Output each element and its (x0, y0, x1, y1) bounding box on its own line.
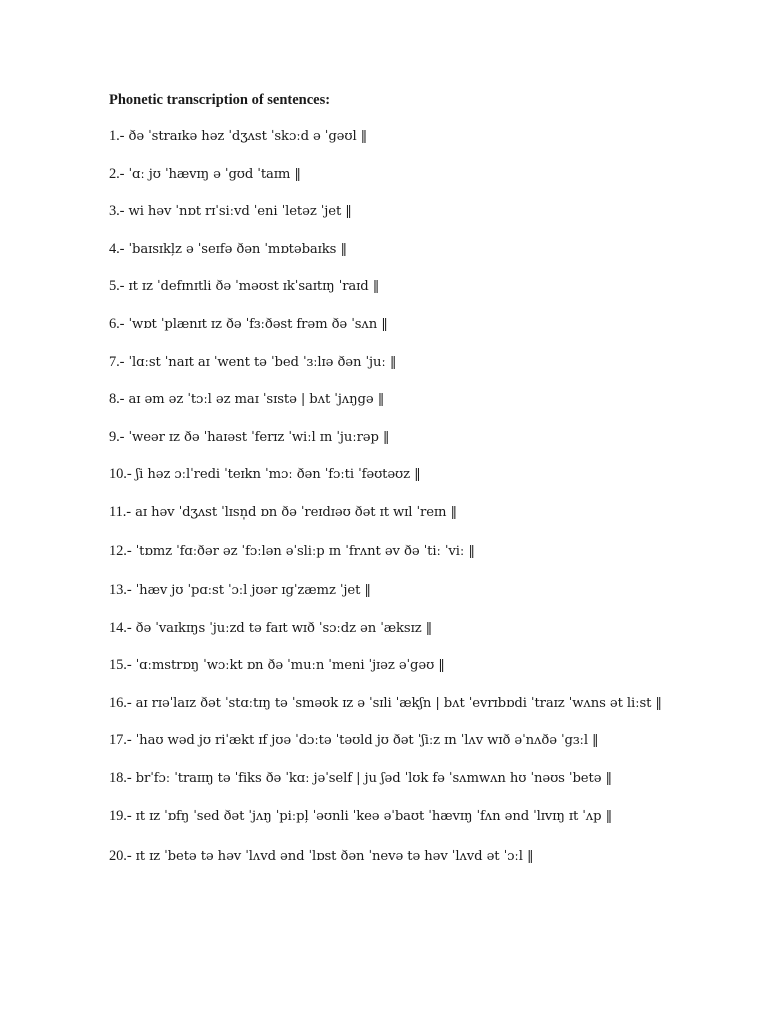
sentence-transcription: ˈlɑːst ˈnaɪt aɪ ˈwent tə ˈbed ˈɜːlɪə ðən ˈjuː ‖ (128, 355, 397, 370)
sentence-9 (109, 429, 389, 446)
sentence-number: 19.- (109, 808, 132, 824)
sentence-18 (109, 770, 612, 787)
sentence-number: 17.- (109, 732, 132, 748)
sentence-transcription: ˈhæv jʊ ˈpɑːst ˈɔːl jʊər ɪgˈzæmz ˈjet ‖ (135, 583, 371, 598)
sentence-transcription: ɪt ɪz ˈɒfŋ ˈsed ðət ˈjʌŋ ˈpiːpļ ˈəʊnli ˈkeə əˈbaʊt ˈhævɪŋ ˈfʌn ənd ˈlɪvɪŋ ɪt ˈʌp ‖ (135, 809, 613, 824)
sentence-14 (109, 620, 432, 637)
sentence-11 (109, 504, 457, 521)
sentence-number: 2.- (109, 166, 125, 182)
sentence-transcription: ðə ˈstraɪkə həz ˈdʒʌst ˈskɔːd ə ˈgəʊl ‖ (128, 129, 368, 144)
sentence-transcription: ˈtɒmz ˈfɑːðər əz ˈfɔːlən əˈsliːp ɪn ˈfrʌnt əv ðə ˈtiː ˈviː ‖ (135, 544, 475, 559)
sentence-transcription: ˈɑːmstrɒŋ ˈwɔːkt ɒn ðə ˈmuːn ˈmeni ˈjɪəz əˈgəʊ ‖ (135, 658, 445, 673)
sentence-number: 20.- (109, 848, 132, 864)
sentence-5 (109, 278, 379, 295)
sentence-number: 3.- (109, 203, 125, 219)
sentence-transcription: ɪt ɪz ˈdefɪnɪtli ðə ˈməʊst ɪkˈsaɪtɪŋ ˈraɪd ‖ (128, 279, 380, 294)
sentence-transcription: ðə ˈvaɪkɪŋs ˈjuːzd tə faɪt wɪð ˈsɔːdz ən ˈæksɪz ‖ (135, 621, 433, 636)
sentence-transcription: ˈweər ɪz ðə ˈhaɪəst ˈferɪz ˈwiːl ɪn ˈjuːrəp ‖ (128, 430, 390, 445)
sentence-15 (109, 657, 445, 674)
sentence-transcription: aɪ həv ˈdʒʌst ˈlɪsn̩d ɒn ðə ˈreɪdɪəʊ ðət ɪt wɪl ˈreɪn ‖ (135, 505, 458, 520)
sentence-transcription: ˈwɒt ˈplænɪt ɪz ðə ˈfɜːðəst frəm ðə ˈsʌn ‖ (128, 317, 388, 332)
sentence-3 (109, 203, 352, 220)
sentence-8 (109, 391, 384, 408)
document-title: Phonetic transcription of sentences: (109, 92, 331, 108)
sentence-number: 11.- (109, 504, 132, 520)
sentence-19 (109, 808, 612, 825)
sentence-transcription: ʃi həz ɔːlˈredi ˈteɪkn ˈmɔː ðən ˈfɔːti ˈfəʊtəʊz ‖ (135, 467, 421, 482)
sentence-transcription: wi həv ˈnɒt rɪˈsiːvd ˈeni ˈletəz ˈjet ‖ (128, 204, 352, 219)
sentence-number: 4.- (109, 241, 125, 257)
sentence-number: 15.- (109, 657, 132, 673)
sentence-number: 6.- (109, 316, 125, 332)
sentence-17 (109, 732, 599, 749)
sentence-transcription: aɪ əm əz ˈtɔːl əz maɪ ˈsɪstə | bʌt ˈjʌŋgə ‖ (128, 392, 385, 407)
sentence-number: 8.- (109, 391, 125, 407)
sentence-number: 9.- (109, 429, 125, 445)
sentence-number: 18.- (109, 770, 132, 786)
sentence-transcription: ˈbaɪsɪkļz ə ˈseɪfə ðən ˈmɒtəbaɪks ‖ (128, 242, 347, 257)
sentence-1 (109, 128, 367, 145)
sentence-2 (109, 166, 301, 183)
sentence-13 (109, 582, 371, 599)
sentence-number: 5.- (109, 278, 125, 294)
sentence-number: 7.- (109, 354, 125, 370)
sentence-20 (109, 848, 533, 865)
sentence-number: 12.- (109, 543, 132, 559)
sentence-16 (109, 695, 662, 712)
sentence-7 (109, 354, 396, 371)
sentence-10 (109, 466, 421, 483)
sentence-number: 16.- (109, 695, 132, 711)
sentence-4 (109, 241, 347, 258)
sentence-transcription: ˈhaʊ wəd jʊ riˈækt ɪf jʊə ˈdɔːtə ˈtəʊld jʊ ðət ˈʃiːz ɪn ˈlʌv wɪð əˈnʌðə ˈgɜːl ‖ (135, 733, 599, 748)
sentence-12 (109, 543, 475, 560)
sentence-transcription: ɪt ɪz ˈbetə tə həv ˈlʌvd ənd ˈlɒst ðən ˈnevə tə həv ˈlʌvd ət ˈɔːl ‖ (135, 849, 534, 864)
sentence-transcription: ˈɑː jʊ ˈhævɪŋ ə ˈgʊd ˈtaɪm ‖ (128, 167, 301, 182)
sentence-number: 14.- (109, 620, 132, 636)
sentence-number: 13.- (109, 582, 132, 598)
sentence-number: 1.- (109, 128, 125, 144)
sentence-6 (109, 316, 388, 333)
sentence-transcription: brˈfɔː ˈtraɪɪŋ tə ˈfiks ðə ˈkɑː jəˈself | ju ʃəd ˈlʊk fə ˈsʌmwʌn hʊ ˈnəʊs ˈbetə ‖ (135, 771, 612, 786)
sentence-transcription: aɪ rɪəˈlaɪz ðət ˈstɑːtɪŋ tə ˈsməʊk ɪz ə ˈsɪli ˈækʃn | bʌt ˈevrɪbɒdi ˈtraɪz ˈwʌns ət liːst ‖ (135, 696, 662, 711)
sentence-number: 10.- (109, 466, 132, 482)
